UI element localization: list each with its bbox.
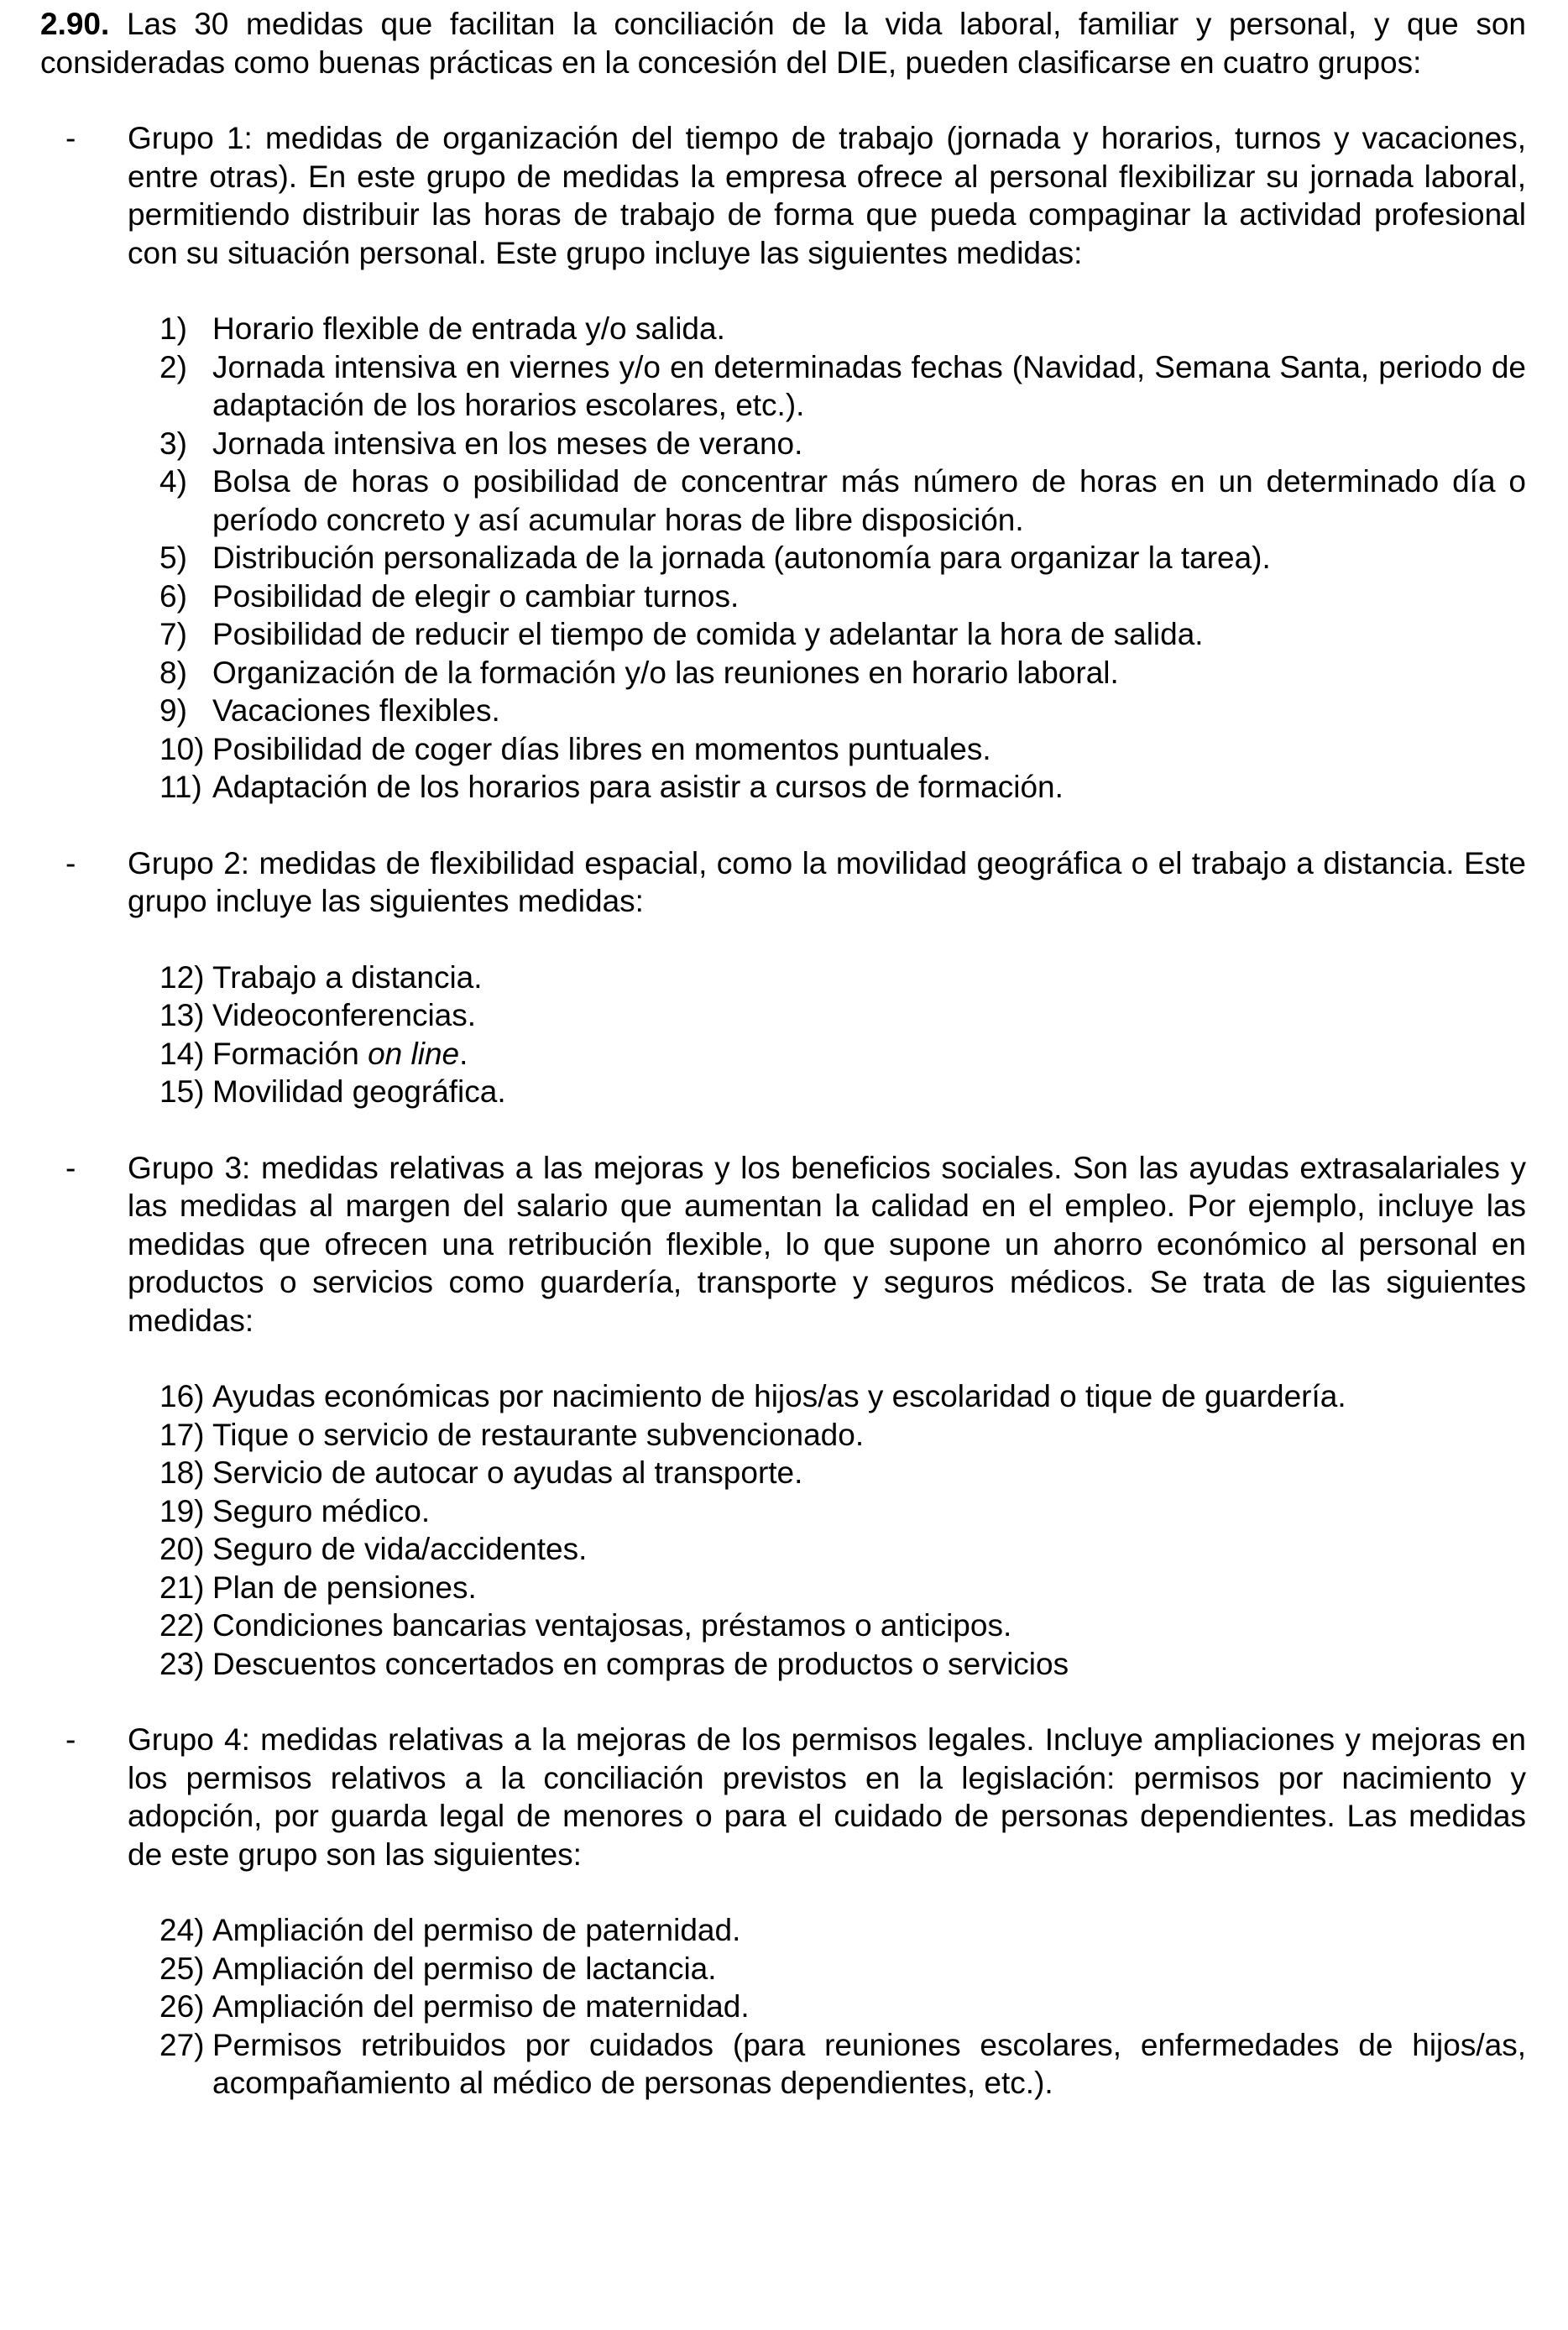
measure-item	[128, 1950, 1526, 1988]
measure-number: 19)	[159, 1493, 205, 1528]
measure-number: 24)	[159, 1913, 205, 1947]
group-3	[40, 1149, 1526, 1684]
measure-item	[128, 577, 1526, 616]
group-dash: -	[65, 1150, 76, 1185]
measure-text: Jornada intensiva en los meses de verano.	[212, 426, 803, 461]
measure-item	[128, 692, 1526, 730]
group-1	[40, 119, 1526, 807]
measure-text: Vacaciones flexibles.	[212, 693, 500, 728]
measure-number: 10)	[159, 731, 205, 766]
group-dash: -	[65, 1722, 76, 1757]
measure-item	[128, 1569, 1526, 1607]
section-number: 2.90.	[40, 7, 110, 41]
measure-item	[128, 1645, 1526, 1684]
measure-number: 26)	[159, 1989, 205, 2024]
measure-text: Ampliación del permiso de lactancia.	[212, 1951, 717, 1986]
measure-item	[128, 348, 1526, 425]
group-dash: -	[65, 845, 76, 880]
measure-number: 2)	[159, 349, 187, 384]
measure-text: Condiciones bancarias ventajosas, préstamos o anticipos.	[212, 1608, 1012, 1643]
measure-text: Horario flexible de entrada y/o salida.	[212, 311, 725, 346]
measure-item	[128, 1377, 1526, 1416]
measure-item	[128, 1073, 1526, 1111]
measure-item	[128, 996, 1526, 1035]
measure-text: Distribución personalizada de la jornada (autonomía para organizar la tarea).	[212, 541, 1271, 575]
measure-text: Posibilidad de coger días libres en momentos puntuales.	[212, 731, 991, 766]
measure-item	[128, 1416, 1526, 1455]
measure-item	[128, 1530, 1526, 1569]
measure-item	[128, 1454, 1526, 1492]
measure-text: Bolsa de horas o posibilidad de concentrar más número de horas en un determinado día o período concreto y así acumular horas de libre disposición.	[212, 464, 1526, 537]
measure-text-main: Formación	[212, 1036, 368, 1071]
group-4	[40, 1721, 1526, 2103]
measure-number: 25)	[159, 1951, 205, 1986]
measure-number: 5)	[159, 541, 187, 575]
measure-number: 12)	[159, 959, 205, 995]
group-2-description: Grupo 2: medidas de flexibilidad espacial, como la movilidad geográfica o el trabajo a distancia. Este grupo incluye las siguientes medidas:	[128, 845, 1526, 918]
measure-text: Tique o servicio de restaurante subvencionado.	[212, 1417, 865, 1452]
measure-item	[128, 615, 1526, 654]
measure-number: 17)	[159, 1417, 205, 1452]
measure-number: 23)	[159, 1646, 205, 1681]
group-3-measures	[128, 1377, 1526, 1683]
measure-text: Descuentos concertados en compras de productos o servicios	[212, 1646, 1069, 1681]
measure-number: 8)	[159, 655, 187, 690]
measure-item	[128, 730, 1526, 769]
measure-text	[212, 1035, 1526, 1074]
measure-text: Posibilidad de elegir o cambiar turnos.	[212, 578, 740, 614]
group-1-description: Grupo 1: medidas de organización del tiempo de trabajo (jornada y horarios, turnos y vacaciones, entre otras). En este grupo de medidas la empresa ofrece al personal flexibilizar su jornada laboral, permitiendo distribuir las horas de trabajo de forma que pueda compaginar la actividad profesional con su situación personal. Este grupo incluye las siguientes medidas:	[128, 121, 1526, 270]
measure-text: Posibilidad de reducir el tiempo de comida y adelantar la hora de salida.	[212, 617, 1204, 651]
measure-number: 22)	[159, 1608, 205, 1643]
measure-item	[128, 310, 1526, 348]
intro-paragraph	[40, 5, 1526, 81]
measure-number: 7)	[159, 617, 187, 651]
measure-item	[128, 2026, 1526, 2103]
group-4-description: Grupo 4: medidas relativas a la mejoras de los permisos legales. Incluye ampliaciones y mejoras en los permisos relativos a la conciliación previstos en la legislación: permisos por nacimiento y adopción, por guarda legal de menores o para el cuidado de personas dependientes. Las medidas de este grupo son las siguientes:	[128, 1722, 1526, 1872]
measure-text-suffix: .	[459, 1036, 468, 1071]
measure-number: 4)	[159, 464, 187, 499]
measure-item	[128, 462, 1526, 539]
measure-text: Seguro médico.	[212, 1493, 431, 1528]
measure-text: Jornada intensiva en viernes y/o en determinadas fechas (Navidad, Semana Santa, periodo de adaptación de los horarios escolares, etc.).	[212, 349, 1526, 422]
measure-number: 15)	[159, 1074, 205, 1109]
measure-item	[128, 1606, 1526, 1645]
measure-number: 13)	[159, 998, 205, 1032]
measure-item	[128, 959, 1526, 997]
measure-text: Plan de pensiones.	[212, 1570, 477, 1605]
measure-number: 3)	[159, 426, 187, 461]
measure-text: Organización de la formación y/o las reuniones en horario laboral.	[212, 655, 1119, 690]
measure-item	[128, 425, 1526, 463]
group-1-measures	[128, 310, 1526, 807]
measure-text: Seguro de vida/accidentes.	[212, 1532, 588, 1566]
measure-text: Videoconferencias.	[212, 998, 477, 1032]
measure-number: 27)	[159, 2027, 205, 2062]
measure-number: 1)	[159, 311, 187, 346]
measure-item	[128, 1988, 1526, 2026]
group-dash: -	[65, 121, 76, 155]
measure-number: 18)	[159, 1455, 205, 1490]
group-2-measures	[128, 959, 1526, 1111]
measure-text: Trabajo a distancia.	[212, 959, 483, 995]
document-page	[40, 5, 1526, 2103]
measure-item	[128, 1492, 1526, 1531]
measure-number: 9)	[159, 693, 187, 728]
measure-item	[128, 1911, 1526, 1950]
measure-number: 16)	[159, 1379, 205, 1413]
measure-number: 11)	[159, 770, 202, 804]
group-4-measures	[128, 1911, 1526, 2103]
measure-text: Adaptación de los horarios para asistir a cursos de formación.	[212, 770, 1064, 804]
measure-item	[128, 654, 1526, 692]
measure-text: Ampliación del permiso de paternidad.	[212, 1913, 741, 1947]
measure-number: 6)	[159, 578, 187, 614]
measure-number: 20)	[159, 1532, 205, 1566]
measure-text: Permisos retribuidos por cuidados (para reuniones escolares, enfermedades de hijos/as, acompañamiento al médico de personas dependientes, etc.).	[212, 2027, 1526, 2100]
measure-text-italic: on line	[368, 1036, 460, 1071]
measure-number: 21)	[159, 1570, 205, 1605]
measure-item	[128, 1035, 1526, 1074]
measure-item	[128, 539, 1526, 577]
group-2	[40, 844, 1526, 1111]
measure-text: Movilidad geográfica.	[212, 1074, 506, 1109]
measure-number: 14)	[159, 1036, 205, 1071]
group-3-description: Grupo 3: medidas relativas a las mejoras y los beneficios sociales. Son las ayudas extrasalariales y las medidas al margen del salario que aumentan la calidad en el empleo. Por ejemplo, incluye las medidas que ofrecen una retribución flexible, lo que supone un ahorro económico al personal en productos o servicios como guardería, transporte y seguros médicos. Se trata de las siguientes medidas:	[128, 1150, 1526, 1338]
measure-text: Ampliación del permiso de maternidad.	[212, 1989, 750, 2024]
intro-text: Las 30 medidas que facilitan la conciliación de la vida laboral, familiar y personal, y que son consideradas como buenas prácticas en la concesión del DIE, pueden clasificarse en cuatro grupos:	[40, 7, 1526, 80]
measure-text: Servicio de autocar o ayudas al transporte.	[212, 1455, 803, 1490]
measure-item	[128, 768, 1526, 807]
measure-text: Ayudas económicas por nacimiento de hijos/as y escolaridad o tique de guardería.	[212, 1379, 1346, 1413]
